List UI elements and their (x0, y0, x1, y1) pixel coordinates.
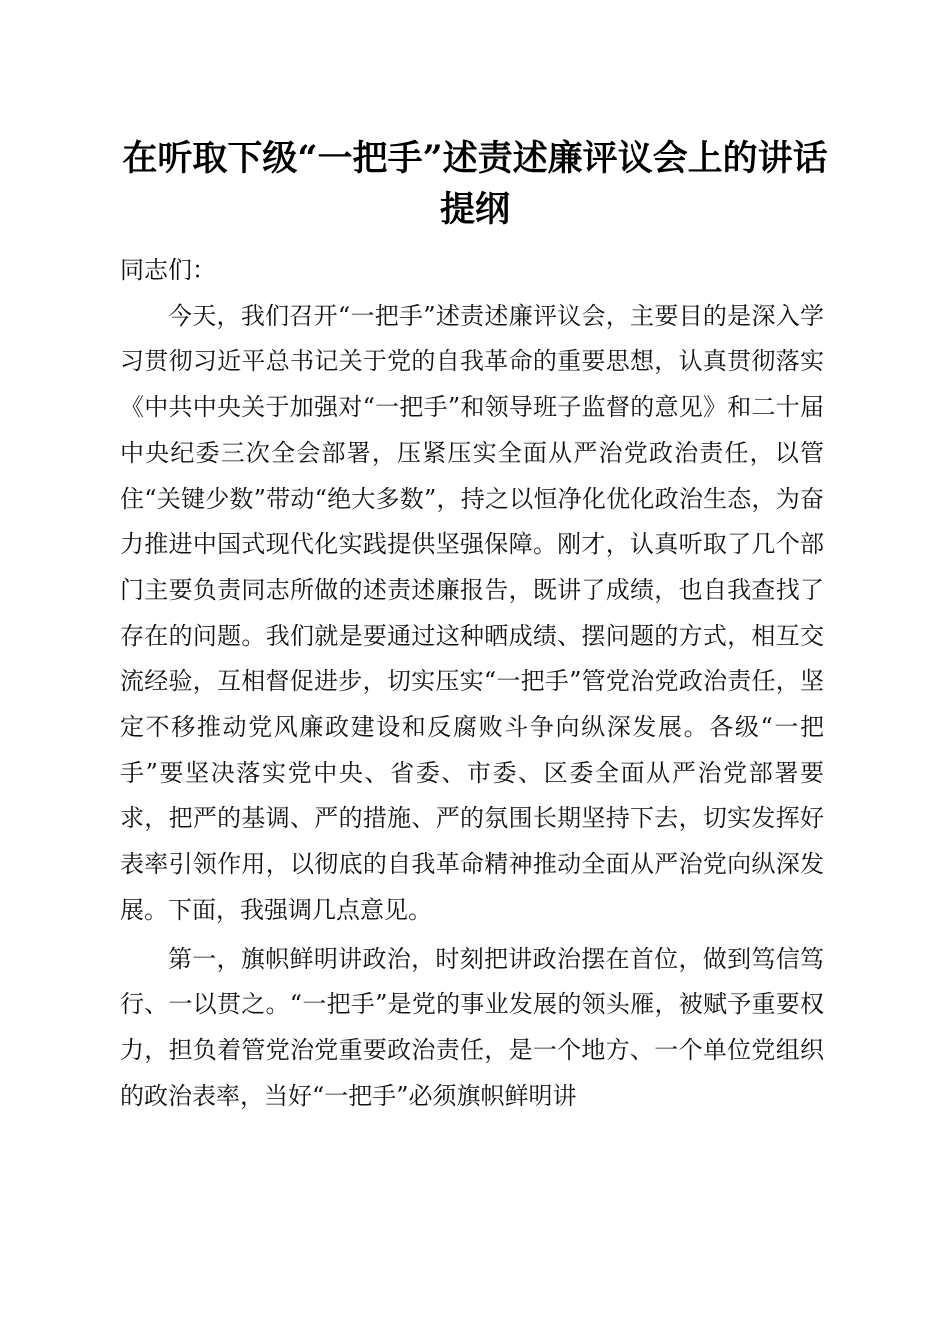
paragraph-first-point: 第一，旗帜鲜明讲政治，时刻把讲政治摆在首位，做到笃信笃行、一以贯之。“一把手”是党的事业发展的领头雁，被赋予重要权力，担负着管党治党重要政治责任，是一个地方、一个单位党组织的政治表率，当好“一把手”必须旗帜鲜明讲 (120, 944, 824, 1110)
document-body (120, 248, 824, 1119)
salutation: 同志们： (120, 256, 216, 284)
paragraph-opening: 今天，我们召开“一把手”述责述廉评议会，主要目的是深入学习贯彻习近平总书记关于党的自我革命的重要思想，认真贯彻落实《中共中央关于加强对“一把手”和领导班子监督的意见》和二十届中央纪委三次全会部署，压紧压实全面从严治党政治责任，以管住“关键少数”带动“绝大多数”，持之以恒净化优化政治生态，为奋力推进中国式现代化实践提供坚强保障。刚才，认真听取了几个部门主要负责同志所做的述责述廉报告，既讲了成绩，也自我查找了存在的问题。我们就是要通过这种晒成绩、摆问题的方式，相互交流经验，互相督促进步，切实压实“一把手”管党治党政治责任，坚定不移推动党风廉政建设和反腐败斗争向纵深发展。各级“一把手”要坚决落实党中央、省委、市委、区委全面从严治党部署要求，把严的基调、严的措施、严的氛围长期坚持下去，切实发挥好表率引领作用，以彻底的自我革命精神推动全面从严治党向纵深发展。下面，我强调几点意见。 (120, 301, 824, 924)
document-title: 在听取下级“一把手”述责述廉评议会上的讲话提纲 (122, 138, 828, 230)
